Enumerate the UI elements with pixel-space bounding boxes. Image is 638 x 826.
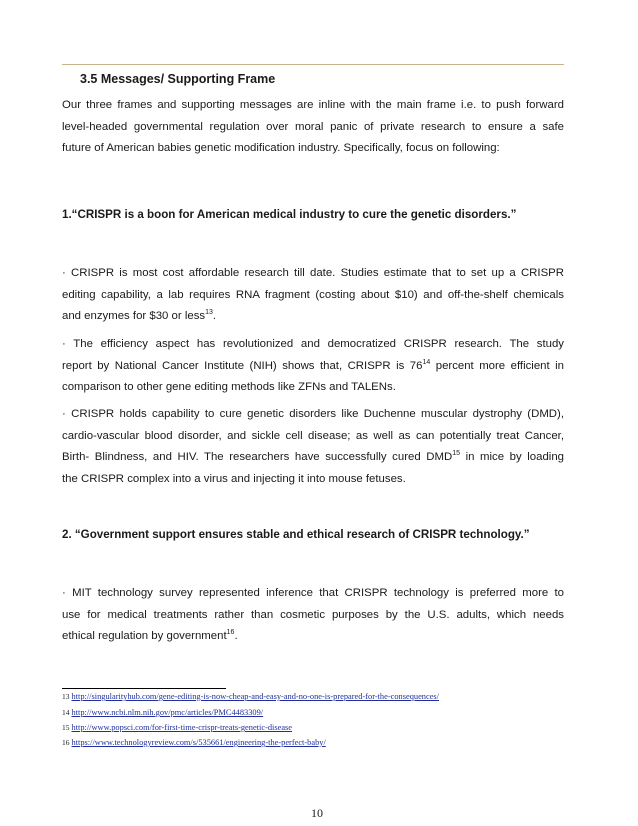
footnote-ref-13[interactable]: 13 [205, 309, 213, 317]
bullet-line: · The efficiency aspect has revolutionized and democratized CRISPR research. The study [62, 338, 564, 350]
top-divider [62, 64, 564, 65]
footnote-13: 13 http://singularityhub.com/gene-editing-is-now-cheap-and-easy-and-no-one-is-prepared-for-the-consequences/ [62, 692, 439, 701]
intro-line: future of American babies genetic modification industry. Specifically, focus on following: [62, 142, 500, 154]
section-heading: 3.5 Messages/ Supporting Frame [80, 72, 276, 86]
intro-line: Our three frames and supporting messages are inline with the main frame i.e. to push forward [62, 99, 564, 111]
bullet-line: editing capability, a lab requires RNA fragment (costing about $10) and off-the-shelf chemicals [62, 288, 564, 301]
frame1-bullet3 [62, 404, 564, 490]
frame1-title: 1.“CRISPR is a boon for American medical industry to cure the genetic disorders.” [62, 208, 517, 221]
frame1-bullet2 [62, 334, 564, 399]
bullet-line: ethical regulation by government$^{16}$. [62, 629, 238, 642]
frame2-title: 2. “Government support ensures stable and ethical research of CRISPR technology.” [62, 528, 530, 541]
frame2-bullet1 [62, 583, 564, 648]
footnote-link[interactable]: http://singularityhub.com/gene-editing-is-now-cheap-and-easy-and-no-one-is-prepared-for-the-consequences/ [71, 692, 439, 701]
footnote-divider [62, 688, 226, 689]
bullet-line: Birth- Blindness, and HIV. The researchers have successfully cured DMD$^{15}$ in mice by loading [62, 450, 564, 463]
frame1-bullet1 [62, 263, 564, 328]
footnote-16: 16 https://www.technologyreview.com/s/535661/engineering-the-perfect-baby/ [62, 738, 326, 747]
footnote-15: 15 http://www.popsci.com/for-first-time-crispr-treats-genetic-disease [62, 723, 293, 732]
bullet-line: · MIT technology survey represented inference that CRISPR technology is preferred more to [62, 587, 564, 599]
footnote-link[interactable]: http://www.ncbi.nlm.nih.gov/pmc/articles/PMC4483309/ [71, 708, 264, 717]
footnote-link[interactable]: http://www.popsci.com/for-first-time-crispr-treats-genetic-disease [71, 723, 293, 732]
bullet-line: cardio-vascular blood disorder, and sickle cell disease; as well as can potentially treat Cancer, [62, 429, 564, 442]
page-number: 10 [311, 806, 323, 820]
footnote-link[interactable]: https://www.technologyreview.com/s/535661/engineering-the-perfect-baby/ [71, 738, 326, 747]
intro-paragraph [62, 95, 564, 160]
footnote-ref-16[interactable]: 16 [226, 629, 235, 637]
footnote-ref-15[interactable]: 15 [452, 450, 460, 458]
footnote-14: 14 http://www.ncbi.nlm.nih.gov/pmc/articles/PMC4483309/ [62, 708, 264, 717]
bullet-line: use for medical treatments rather than cosmetic purposes by the U.S. adults, which needs [62, 608, 564, 621]
bullet-line: the CRISPR complex into a virus and injecting it into mouse fetuses. [62, 472, 406, 485]
bullet-line: · CRISPR is most cost affordable research till date. Studies estimate that to set up a CRISPR [62, 267, 564, 279]
bullet-line: and enzymes for $30 or less$^{13}$. [62, 309, 217, 322]
bullet-line: · CRISPR holds capability to cure genetic disorders like Duchenne muscular dystrophy (DMD), [62, 408, 564, 420]
footnote-ref-14[interactable]: 14 [422, 358, 431, 366]
bullet-line: report by National Cancer Institute (NIH) shows that, CRISPR is $76^{14}$ percent more efficient in [62, 358, 564, 372]
intro-line: level-headed governmental regulation over moral panic of private research to ensure a safe [62, 120, 564, 133]
bullet-line: comparison to other gene editing methods like ZFNs and TALENs. [62, 381, 396, 393]
